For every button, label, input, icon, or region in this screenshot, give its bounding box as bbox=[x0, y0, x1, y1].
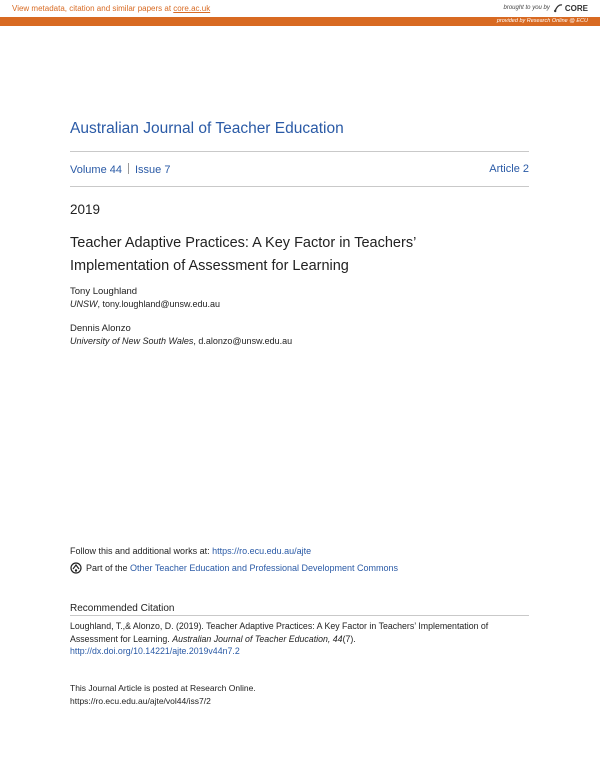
posted-line-1: This Journal Article is posted at Research Online. bbox=[70, 683, 256, 693]
author-name: Dennis Alonzo bbox=[70, 323, 131, 334]
author-block bbox=[70, 323, 292, 346]
core-metadata-link[interactable] bbox=[12, 4, 210, 13]
core-logo-icon bbox=[553, 3, 563, 13]
part-of-line bbox=[70, 562, 398, 574]
commons-link[interactable]: Other Teacher Education and Professional Development Commons bbox=[130, 563, 399, 573]
author-affiliation bbox=[70, 336, 292, 346]
author-name: Tony Loughland bbox=[70, 286, 138, 297]
journal-title-link[interactable]: Australian Journal of Teacher Education bbox=[70, 120, 344, 137]
citation-body: Loughland, T.,& Alonzo, D. (2019). Teacher Adaptive Practices: A Key Factor in Teachers’ Implementation of Assessment for Learning. bbox=[70, 621, 489, 644]
author-email: , d.alonzo@unsw.edu.au bbox=[193, 336, 293, 346]
citation-journal: Australian Journal of Teacher Education, 44 bbox=[172, 633, 343, 644]
posted-notice bbox=[70, 682, 256, 707]
follow-url-link[interactable]: https://ro.ecu.edu.au/ajte bbox=[212, 546, 312, 556]
issue-separator bbox=[128, 163, 129, 174]
brought-text: brought to you by bbox=[503, 5, 550, 11]
author-block bbox=[70, 286, 220, 309]
recommended-citation-heading: Recommended Citation bbox=[70, 603, 175, 614]
provided-by-text: provided by Research Online @ ECU bbox=[496, 18, 588, 24]
publication-year: 2019 bbox=[70, 202, 101, 217]
volume-link[interactable]: Volume 44 bbox=[70, 164, 122, 176]
core-logo-label: CORE bbox=[564, 3, 588, 13]
core-metadata-text: View metadata, citation and similar papers at bbox=[12, 4, 174, 13]
author-affiliation bbox=[70, 299, 220, 309]
posted-line-2: https://ro.ecu.edu.au/ajte/vol44/iss7/2 bbox=[70, 695, 211, 706]
core-logo[interactable] bbox=[553, 3, 588, 13]
brought-to-you-by bbox=[504, 3, 589, 13]
author-email: , tony.loughland@unsw.edu.au bbox=[97, 299, 221, 309]
part-of-text bbox=[86, 563, 398, 573]
paper-title: Teacher Adaptive Practices: A Key Factor in Teachers’ Implementation of Assessment for Learning bbox=[70, 235, 416, 274]
core-domain-link[interactable]: core.ac.uk bbox=[173, 4, 211, 13]
core-orange-bar bbox=[0, 17, 600, 26]
citation-divider bbox=[70, 615, 529, 616]
citation-issue: (7). bbox=[342, 633, 356, 644]
header-divider-top bbox=[70, 151, 529, 152]
header-divider-bottom bbox=[70, 186, 529, 187]
author-institution: UNSW bbox=[70, 299, 98, 309]
author-institution: University of New South Wales bbox=[70, 336, 194, 346]
part-of-prefix: Part of the bbox=[86, 563, 131, 573]
issue-line bbox=[70, 163, 529, 176]
citation-doi-link[interactable]: http://dx.doi.org/10.14221/ajte.2019v44n7.2 bbox=[70, 646, 240, 656]
issue-link[interactable]: Issue 7 bbox=[134, 164, 171, 176]
follow-line bbox=[70, 546, 311, 556]
article-number-link[interactable]: Article 2 bbox=[489, 163, 529, 175]
follow-text: Follow this and additional works at: bbox=[70, 546, 213, 556]
citation-text bbox=[70, 620, 530, 658]
bepress-network-icon bbox=[70, 562, 82, 574]
